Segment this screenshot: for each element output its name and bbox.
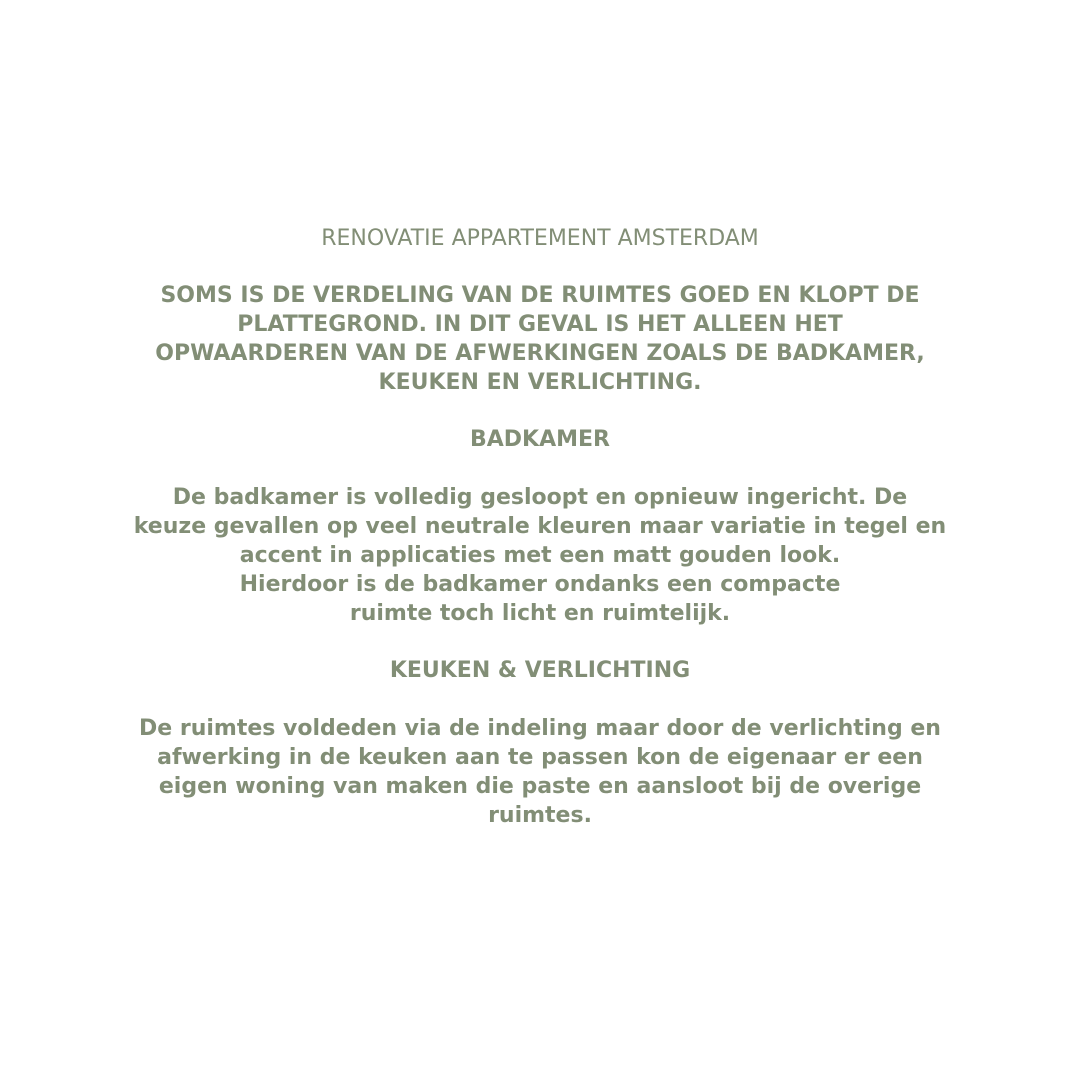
intro-line: SOMS IS DE VERDELING VAN DE RUIMTES GOED EN KLOPT DE	[160, 283, 920, 308]
kitchen-heading-text: KEUKEN & VERLICHTING	[389, 658, 691, 683]
bathroom-line: accent in applicaties met een matt gouden look.	[239, 543, 841, 568]
kitchen-line: ruimtes.	[488, 803, 592, 828]
kitchen-line: De ruimtes voldeden via de indeling maar door de verlichting en	[139, 716, 941, 741]
intro-line: OPWAARDEREN VAN DE AFWERKINGEN ZOALS DE BADKAMER,	[155, 341, 925, 366]
bathroom-line: keuze gevallen op veel neutrale kleuren maar variatie in tegel en	[133, 514, 947, 539]
kitchen-line: eigen woning van maken die paste en aansloot bij de overige	[158, 774, 922, 799]
title-text: RENOVATIE APPARTEMENT AMSTERDAM	[321, 226, 759, 251]
kitchen-heading	[0, 656, 1080, 685]
bathroom-line: Hierdoor is de badkamer ondanks een compacte	[239, 572, 841, 597]
page-title	[0, 224, 1080, 253]
kitchen-line: afwerking in de keuken aan te passen kon de eigenaar er een	[157, 745, 923, 770]
intro-line: PLATTEGROND. IN DIT GEVAL IS HET ALLEEN HET	[237, 312, 843, 337]
bathroom-heading	[0, 425, 1080, 454]
bathroom-line: De badkamer is volledig gesloopt en opnieuw ingericht. De	[172, 485, 908, 510]
bathroom-line: ruimte toch licht en ruimtelijk.	[349, 601, 731, 626]
bathroom-heading-text: BADKAMER	[470, 427, 610, 452]
bathroom-paragraph	[0, 483, 1080, 628]
intro-line: KEUKEN EN VERLICHTING.	[378, 370, 702, 395]
intro-paragraph	[0, 281, 1080, 397]
kitchen-paragraph	[0, 714, 1080, 830]
